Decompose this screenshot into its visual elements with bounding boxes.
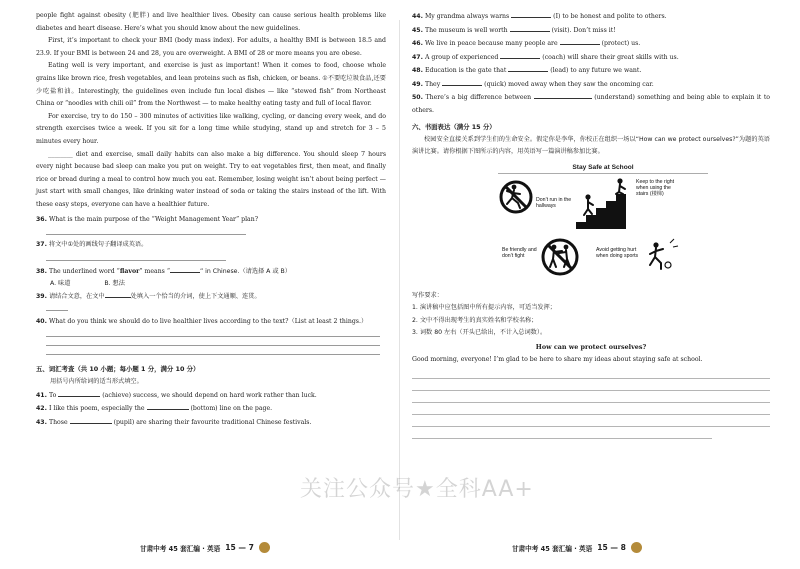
footer-title: 甘肃中考 45 套汇编 · 英语 [512, 544, 593, 553]
question-37: 37. 将文中①处的画线句子翻译成英语。 [36, 241, 148, 248]
writing-line-2[interactable] [412, 390, 770, 391]
footer-title: 甘肃中考 45 套汇编 · 英语 [140, 544, 221, 553]
question-48: 48. Education is the gate that (lead) to any future we want. [412, 64, 770, 78]
writing-line-4[interactable] [412, 414, 770, 415]
poster-title: Stay Safe at School [572, 163, 634, 171]
question-36: 36. What is the main purpose of the “Weight Management Year” plan? [36, 215, 259, 223]
publisher-emblem-icon [631, 542, 642, 553]
requirement-2: 2. 文中不得出现考生的真实姓名和学校名称； [412, 316, 538, 324]
question-40: 40. What do you think we should do to live healthier lives according to the text?（List at least 2 things.） [36, 317, 368, 325]
answer-line-37[interactable] [46, 260, 226, 261]
sports-injury-icon [650, 239, 678, 269]
section-5-instruction: 用括号内所给词的适当形式填空。 [50, 378, 143, 386]
section-6-title: 六、书面表达（满分 15 分） [412, 123, 496, 131]
blank-39-ref [105, 290, 131, 298]
blank-49[interactable] [442, 78, 482, 86]
label-no-fighting: Be friendly and don’t fight [502, 246, 537, 260]
answer-line-40-1[interactable] [46, 336, 380, 337]
writing-line-1[interactable] [412, 378, 770, 379]
requirement-1: 1. 演讲稿中应包括图中所有提示内容，可适当发挥； [412, 304, 556, 312]
blank-41[interactable] [58, 389, 100, 397]
question-38: 38. The underlined word “flavor” means “ ” in Chinese.（请选择 A 或 B） [36, 265, 386, 279]
question-41: 41. To (achieve) success, we should depend on hard work rather than luck. [36, 389, 386, 403]
essay-opening: Good morning, everyone! I’m glad to be here to share my ideas about staying safe at school. [412, 356, 703, 364]
writing-line-5[interactable] [412, 426, 770, 427]
stairs-icon [576, 178, 626, 229]
question-43: 43. Those (pupil) are sharing their favourite traditional Chinese festivals. [36, 416, 386, 430]
question-45: 45. The museum is well worth (visit). Don’t miss it! [412, 24, 770, 38]
blank-42[interactable] [147, 402, 189, 410]
question-46: 46. We live in peace because many people are (protect) us. [412, 37, 770, 51]
passage-paragraph-2: First, it’s important to check your BMI (body mass index). For adults, a healthy BMI is between 18.5 and 23.9. If your BMI is between 24 and 28, you are overweight. A BMI of 28 or more means you are obese. [36, 37, 386, 57]
answer-line-36[interactable] [46, 234, 246, 235]
question-39: 39. 请结合文意，在文中 处填入一个恰当的介词，使上下文通顺、连贯。 [36, 290, 386, 303]
answer-line-40-3[interactable] [46, 354, 380, 355]
underlined-word: flavor [119, 267, 140, 275]
section-5-title: 五、词汇考查（共 10 小题；每小题 1 分，满分 10 分） [36, 365, 200, 374]
question-50: 50. There’s a big difference between (understand) something and being able to explain it to others. [412, 91, 770, 117]
no-running-icon [501, 182, 531, 212]
writing-prompt: 校园安全直接关系到学生们的生命安全。假定你是李华，你校正在组织一场以“How can we protect ourselves?”为题的英语演讲比赛。请你根据下图所示的内容，用英语写一篇演讲稿参加比赛。 [412, 136, 770, 156]
label-sports: Avoid getting hurt when doing sports [596, 246, 639, 260]
passage-paragraph-1: people fight against obesity (肥胖) and live healthier lives. Obesity can cause serious health problems like diabetes and heart disease. Here’s what you should know about the new guidelines. [36, 12, 386, 32]
answer-line-39[interactable] [46, 310, 68, 311]
question-42: 42. I like this poem, especially the (bottom) line on the page. [36, 402, 386, 416]
passage-paragraph-4: For exercise, try to do 150 – 300 minutes of activities like walking, cycling, or dancing every week, and do strength exercises twice a week. If you sit for a long time while studying, stand up and stretch for 3 – 5 minutes every hour. [36, 112, 386, 145]
writing-line-6[interactable] [412, 438, 712, 439]
blank-43[interactable] [70, 416, 112, 424]
safety-poster [498, 163, 708, 288]
page-number: 15 — 7 [225, 543, 254, 552]
writing-line-3[interactable] [412, 402, 770, 403]
blank-46[interactable] [560, 37, 600, 45]
blank-38[interactable] [170, 265, 200, 273]
blank-50[interactable] [534, 91, 592, 99]
blank-44[interactable] [511, 10, 551, 18]
left-footer [140, 542, 270, 553]
option-b: B. 想法 [104, 280, 125, 287]
blank-48[interactable] [508, 64, 548, 72]
passage-paragraph-5: ________ diet and exercise, small daily habits can also make a big difference. You should sleep 7 hours every night because bad sleep can make you put on weight. Try to eat vegetables first, then meat, and finally rice or bread during a meal to control how much you eat. Remember, losing weight isn’t about being perfect — just start with small changes, like drinking water instead of soda or taking the stairs instead of the lift. With these easy steps, everyone can have a healthier future. [36, 150, 386, 208]
blank-47[interactable] [500, 51, 540, 59]
publisher-emblem-icon [259, 542, 270, 553]
reading-passage [36, 10, 386, 212]
question-44: 44. My grandma always warns (I) to be honest and polite to others. [412, 10, 770, 24]
right-footer [512, 542, 642, 553]
question-38-options [36, 278, 386, 290]
blank-45[interactable] [510, 24, 550, 32]
essay-title: How can we protect ourselves? [535, 343, 647, 352]
requirements-heading: 写作要求： [412, 291, 443, 299]
passage-paragraph-3: Eating well is very important, and exercise is just as important! When it comes to food, choose whole grains like brown rice, fresh vegetables, and lean proteins such as fish, chicken, or beans. ①不要吃垃圾食品,还要少吃盐和油。Interestingly, the guidelines even include fun local dishes — like “stewed fish” from Northeast China or “noodles with chili oil” from the Northwest — to make healthy eating tasty and full of local flavor. [36, 62, 386, 108]
option-a: A. 味道 [50, 280, 71, 287]
answer-line-40-2[interactable] [46, 345, 380, 346]
question-49: 49. They (quick) moved away when they saw the oncoming car. [412, 78, 770, 92]
page-number: 15 — 8 [597, 543, 626, 552]
question-47: 47. A group of experienced (coach) will share their great skills with us. [412, 51, 770, 65]
watermark: 关注公众号★全科AA+ [300, 477, 534, 502]
label-stairs: Keep to the right when using the stairs (楼梯) [636, 178, 675, 198]
requirement-3: 3. 词数 80 左右（开头已给出，不计入总词数）。 [412, 329, 547, 337]
no-fighting-icon [543, 240, 577, 274]
label-no-running: Don’t run in the hallways [536, 196, 572, 210]
